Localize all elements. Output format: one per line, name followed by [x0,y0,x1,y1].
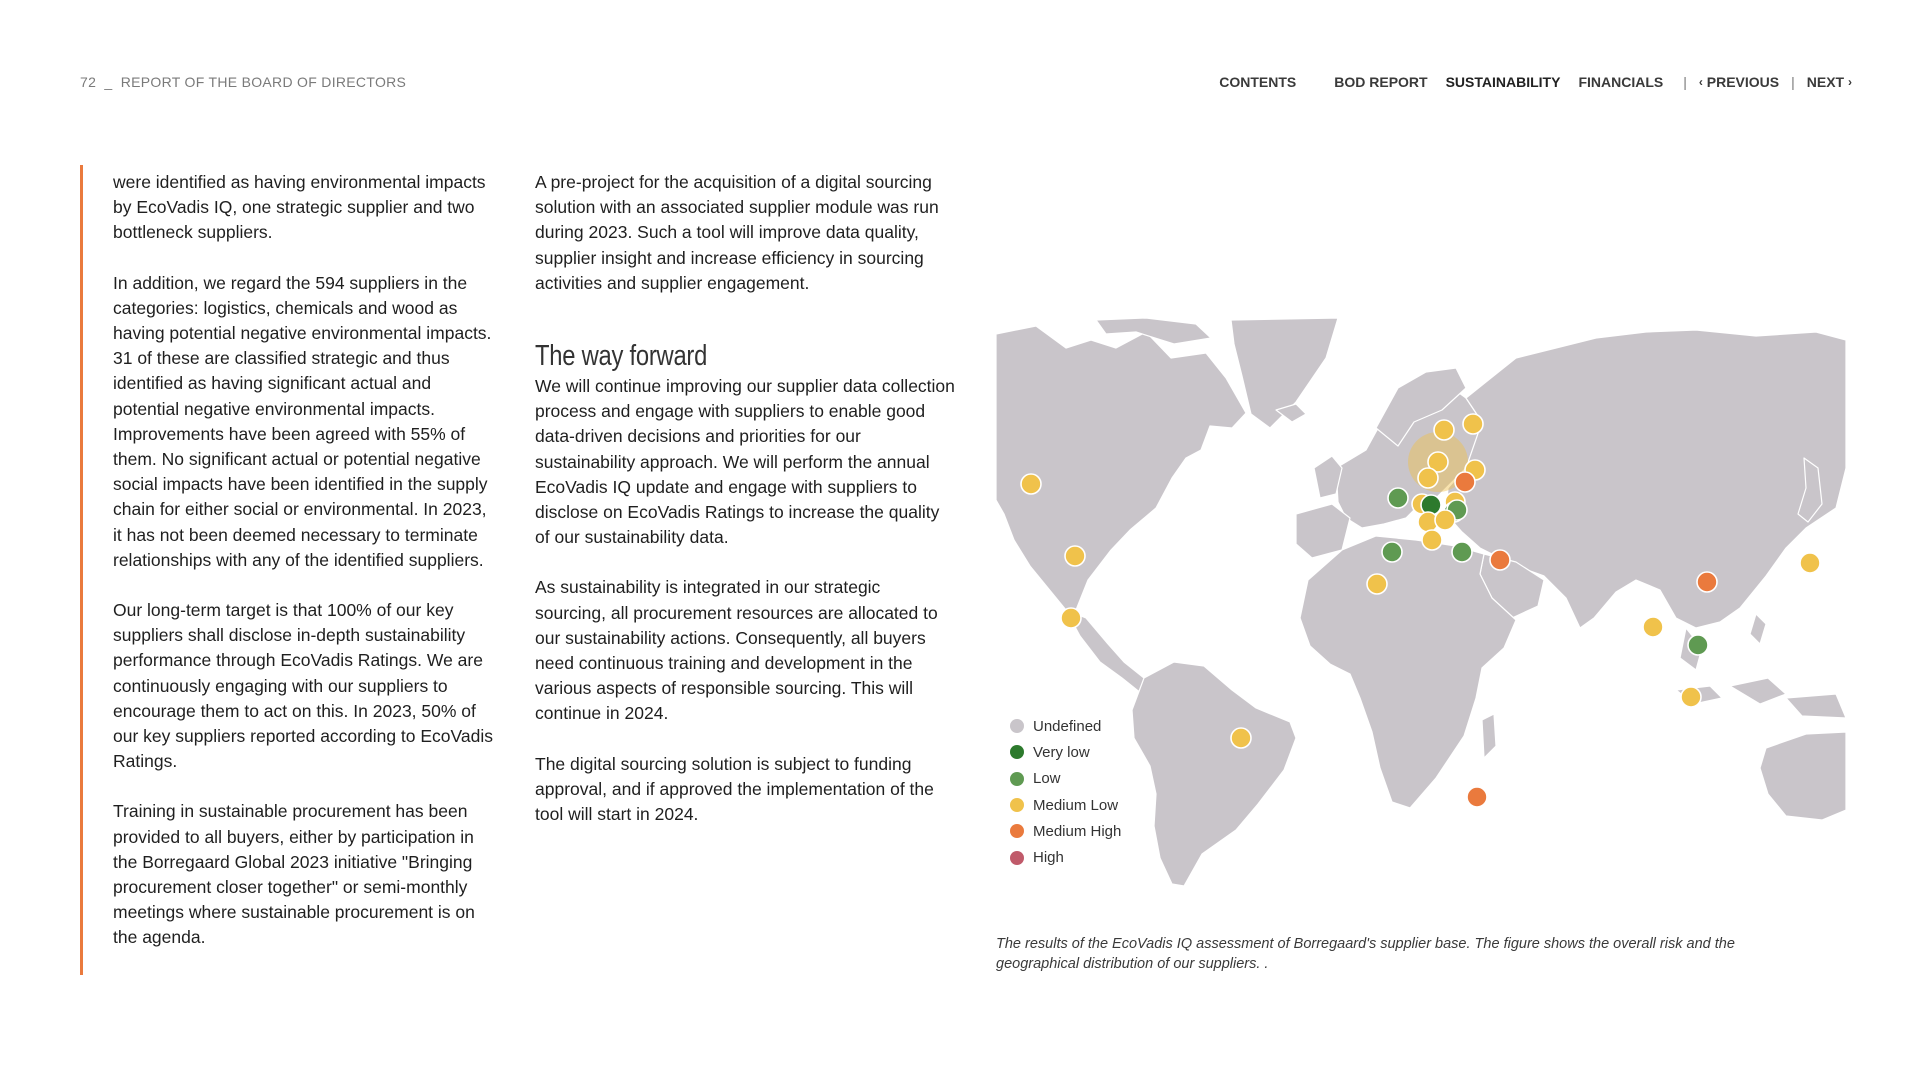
nav-bod-report[interactable]: BOD REPORT [1334,74,1428,90]
supplier-marker [1697,572,1717,592]
supplier-world-map [996,318,1846,890]
nav-next-label: NEXT [1806,74,1845,90]
section-title: REPORT OF THE BOARD OF DIRECTORS [120,74,407,90]
legend-item-high [1010,844,1121,870]
legend-swatch [1010,851,1024,865]
paragraph: Training in sustainable procurement has been provided to all buyers, either by participation in the Borregaard Global 2023 initiative "Bringing procurement closer together" or semi-monthly meetings where sustainable procurement is on the agenda. [113,801,475,948]
nav-contents[interactable]: CONTENTS [1219,74,1297,90]
supplier-marker [1065,546,1085,566]
nav-divider: | [1791,74,1795,90]
legend-label: Low [1033,770,1061,788]
supplier-marker [1422,530,1442,550]
legend-item-undefined [1010,713,1121,739]
indonesia-2 [1730,678,1786,704]
supplier-marker [1681,687,1701,707]
header-separator: _ [104,74,113,90]
north-america-landmass [996,326,1246,610]
accent-bar [80,165,83,975]
chevron-left-icon: ‹ [1698,75,1703,89]
legend-label: Medium High [1033,822,1122,840]
supplier-marker [1434,420,1454,440]
legend-swatch [1010,824,1024,838]
supplier-marker [1435,510,1455,530]
paragraph: A pre-project for the acquisition of a digital sourcing solution with an associated supplier module was run during 2023. Such a tool will improve data quality, supplier insight and increase efficiency in sourcing activities and supplier engagement. [535,172,939,293]
section-heading: The way forward [535,340,708,373]
legend-label: Undefined [1033,717,1102,735]
paragraph: Our long-term target is that 100% of our key suppliers shall disclose in-depth sustainability performance through EcoVadis Ratings. We are continuously engaging with our suppliers to encourage them to act on this. In 2023, 50% of our key suppliers reported according to EcoVadis Ratings. [113,600,494,772]
nav-previous[interactable] [1699,74,1779,90]
supplier-marker [1467,787,1487,807]
legend-label: High [1033,849,1064,867]
page-number: 72 [80,74,97,90]
world-map-svg [996,318,1846,890]
south-america [1132,662,1296,886]
paragraph: We will continue improving our supplier data collection process and engage with suppliers to enable good data-driven decisions and priorities for our sustainability approach. We will perform the annual EcoVadis IQ update and engage with suppliers to disclose on EcoVadis Ratings to increase the quality of our sustainability data. [535,376,955,548]
supplier-marker [1643,617,1663,637]
new-guinea [1786,694,1846,718]
legend-swatch [1010,719,1024,733]
supplier-marker [1455,472,1475,492]
legend-label: Very low [1033,743,1090,761]
supplier-marker [1231,728,1251,748]
madagascar [1482,714,1496,758]
supplier-marker [1367,574,1387,594]
page-header [80,74,406,90]
supplier-marker [1061,608,1081,628]
philippines [1750,614,1766,644]
paragraph: were identified as having environmental impacts by EcoVadis IQ, one strategic supplier and two bottleneck suppliers. [113,172,486,243]
supplier-marker [1382,542,1402,562]
legend-swatch [1010,772,1024,786]
text-column-left [113,170,498,976]
supplier-marker [1021,474,1041,494]
supplier-marker [1688,635,1708,655]
chevron-right-icon: › [1848,75,1852,89]
supplier-marker [1463,414,1483,434]
supplier-marker [1418,468,1438,488]
paragraph: As sustainability is integrated in our strategic sourcing, all procurement resources are allocated to our sustainability actions. Consequently, all buyers need continuous training and development in the various aspects of responsible sourcing. This will continue in 2024. [535,577,938,724]
nav-financials[interactable]: FINANCIALS [1578,74,1664,90]
supplier-marker [1800,553,1820,573]
map-legend [1010,713,1121,871]
australia [1760,732,1846,820]
paragraph: In addition, we regard the 594 suppliers in the categories: logistics, chemicals and wood as having potential negative environmental impacts. 31 of these are classified strategic and thus identified as having significant actual and potential negative environmental impacts. Improvements have been agreed with 55% of them. No significant actual or potential negative social impacts have been identified in the supply chain for either social or environmental. In 2023, it has not been deemed necessary to terminate relationships with any of the identified suppliers. [113,272,492,570]
nav-next[interactable] [1807,74,1852,90]
legend-swatch [1010,798,1024,812]
legend-item-medium-low [1010,792,1121,818]
nav-divider: | [1683,74,1687,90]
legend-item-very-low [1010,739,1121,765]
top-navigation [1219,74,1852,90]
legend-item-medium-high [1010,818,1121,844]
text-column-middle [535,170,955,852]
supplier-marker [1490,550,1510,570]
legend-label: Medium Low [1033,796,1119,814]
nav-sustainability[interactable]: SUSTAINABILITY [1445,74,1561,90]
nav-previous-label: PREVIOUS [1706,74,1780,90]
legend-swatch [1010,745,1024,759]
supplier-marker [1388,488,1408,508]
paragraph: The digital sourcing solution is subject to funding approval, and if approved the implementation of the tool will start in 2024. [535,753,934,825]
figure-caption: The results of the EcoVadis IQ assessment of Borregaard's supplier base. The figure shows the overall risk and the geographical distribution of our suppliers. . [996,936,1735,972]
legend-item-low [1010,766,1121,792]
supplier-marker [1452,542,1472,562]
